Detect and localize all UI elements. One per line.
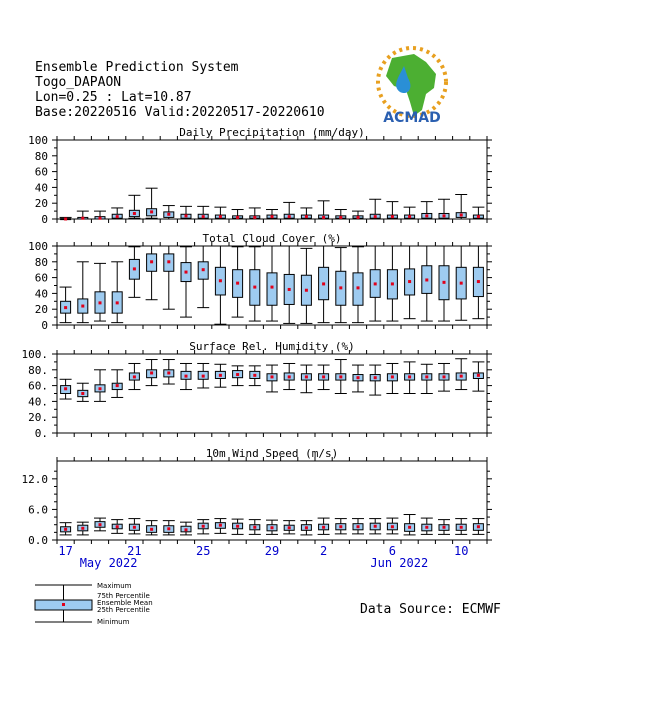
box-3-21 (421, 518, 433, 534)
mean-marker (305, 375, 308, 378)
data-source: Data Source: ECMWF (360, 602, 501, 617)
box-3-4 (128, 519, 140, 534)
mean-marker (305, 526, 308, 529)
box-1-11 (249, 247, 261, 321)
mean-marker (116, 215, 119, 218)
mean-marker (236, 282, 239, 285)
mean-marker (477, 525, 480, 528)
box-2-22 (438, 363, 450, 391)
box-3-20 (404, 515, 416, 535)
box-1-12 (266, 246, 278, 321)
mean-marker (443, 214, 446, 217)
box-2-18 (369, 365, 381, 395)
box-1-16 (335, 248, 347, 323)
mean-marker (167, 260, 170, 263)
mean-marker (339, 525, 342, 528)
mean-marker (81, 392, 84, 395)
mean-marker (271, 215, 274, 218)
y-tick-label: 60 (34, 271, 48, 285)
box-3-16 (335, 519, 347, 534)
box-3-18 (369, 519, 381, 534)
box-2-16 (335, 360, 347, 394)
mean-marker (167, 371, 170, 374)
mean-marker (322, 375, 325, 378)
mean-marker (391, 525, 394, 528)
box-0-8 (197, 206, 209, 219)
mean-marker (408, 526, 411, 529)
box-1-24 (472, 246, 484, 319)
mean-marker (425, 214, 428, 217)
mean-marker (271, 286, 274, 289)
box-3-2 (94, 518, 106, 531)
mean-marker (357, 376, 360, 379)
coordinates: Lon=0.25 : Lat=10.87 (35, 90, 192, 105)
mean-marker (322, 216, 325, 219)
mean-marker (443, 375, 446, 378)
box-3-24 (472, 519, 484, 535)
box-0-15 (318, 201, 330, 219)
mean-marker (253, 286, 256, 289)
mean-marker (253, 526, 256, 529)
box-0-20 (404, 207, 416, 219)
box-3-1 (77, 522, 89, 535)
mean-marker (339, 375, 342, 378)
box-0-9 (214, 207, 226, 219)
mean-marker (477, 280, 480, 283)
x-day-label: 6 (388, 544, 397, 558)
mean-marker (150, 210, 153, 213)
box-0-4 (128, 195, 140, 218)
box-2-17 (352, 365, 364, 392)
box-2-9 (214, 364, 226, 387)
panel-title: Daily Precipitation (mm/day) (179, 126, 365, 139)
mean-marker (99, 217, 102, 220)
box-2-20 (404, 362, 416, 394)
y-tick-label: 100 (28, 134, 48, 147)
x-month-label: May 2022 (79, 556, 138, 570)
mean-marker (236, 216, 239, 219)
logo-africa-map (386, 54, 436, 116)
mean-marker (391, 215, 394, 218)
y-tick-label: 40 (34, 181, 48, 195)
panel-frame-0 (57, 140, 487, 219)
y-tick-label: 60. (28, 379, 48, 393)
y-tick-label: 80. (28, 363, 48, 377)
box-0-21 (421, 202, 433, 219)
box-3-10 (232, 519, 244, 534)
box-2-23 (455, 359, 467, 390)
mean-marker (253, 374, 256, 377)
mean-marker (150, 260, 153, 263)
box-1-0 (60, 287, 72, 323)
mean-marker (357, 216, 360, 219)
box-0-17 (352, 211, 364, 219)
y-tick-label: 80 (34, 149, 48, 163)
mean-marker (288, 375, 291, 378)
legend-mean-label: Ensemble Mean (97, 599, 153, 607)
mean-marker (357, 525, 360, 528)
mean-marker (133, 267, 136, 270)
box-2-1 (77, 383, 89, 401)
mean-marker (202, 525, 205, 528)
x-day-label: 21 (127, 544, 142, 558)
box-0-5 (146, 188, 158, 218)
mean-marker (271, 375, 274, 378)
mean-marker (374, 376, 377, 379)
mean-marker (460, 214, 463, 217)
box-0-16 (335, 210, 347, 219)
box-0-1 (77, 211, 89, 220)
mean-marker (408, 280, 411, 283)
mean-marker (443, 281, 446, 284)
mean-marker (477, 374, 480, 377)
y-tick-label: 6.0 (28, 503, 48, 517)
box-1-1 (77, 262, 89, 323)
y-tick-label: 0. (34, 427, 48, 440)
box-0-2 (94, 211, 106, 220)
mean-marker (460, 282, 463, 285)
box-2-14 (300, 365, 312, 393)
box-1-15 (318, 246, 330, 323)
mean-marker (374, 525, 377, 528)
panel-title: Surface Rel. Humidity (%) (189, 340, 355, 353)
box-2-6 (163, 360, 175, 384)
box-0-0 (60, 217, 72, 220)
mean-marker (64, 387, 67, 390)
box-1-18 (369, 246, 381, 321)
box-1-23 (455, 246, 467, 320)
mean-marker (391, 282, 394, 285)
panel-title: 10m Wind Speed (m/s) (205, 447, 339, 460)
mean-marker (116, 301, 119, 304)
mean-marker (236, 373, 239, 376)
box-2-5 (146, 360, 158, 386)
box-0-12 (266, 210, 278, 219)
box-1-13 (283, 246, 295, 323)
box-0-11 (249, 208, 261, 219)
box-3-0 (60, 523, 72, 535)
legend-mean-marker (62, 603, 65, 606)
mean-marker (391, 375, 394, 378)
box-0-13 (283, 202, 295, 219)
mean-marker (116, 525, 119, 528)
station-name: Togo_DAPAON (35, 75, 122, 90)
box-0-22 (438, 199, 450, 219)
box-1-5 (146, 246, 158, 300)
mean-marker (167, 527, 170, 530)
box-0-23 (455, 195, 467, 219)
box-2-8 (197, 363, 209, 387)
x-day-label: 17 (58, 544, 73, 558)
box-1-20 (404, 246, 416, 319)
box-1-6 (163, 246, 175, 309)
box-1-2 (94, 263, 106, 321)
box-3-17 (352, 519, 364, 534)
mean-marker (81, 527, 84, 530)
mean-marker (116, 384, 119, 387)
y-tick-label: 40 (34, 287, 48, 301)
mean-marker (374, 282, 377, 285)
box-0-10 (232, 210, 244, 219)
mean-marker (219, 524, 222, 527)
mean-marker (81, 305, 84, 308)
x-day-label: 29 (264, 544, 280, 558)
mean-marker (322, 526, 325, 529)
mean-marker (219, 279, 222, 282)
box-1-9 (214, 246, 226, 324)
box-2-21 (421, 364, 433, 393)
mean-marker (374, 215, 377, 218)
mean-marker (133, 212, 136, 215)
box-1-14 (300, 248, 312, 323)
box-0-6 (163, 206, 175, 219)
mean-marker (339, 216, 342, 219)
logo-text: ACMAD (383, 110, 441, 126)
mean-marker (253, 216, 256, 219)
legend-p75-label: 75th Percentile (97, 592, 150, 600)
panel-title: Total Cloud Cover (%) (202, 232, 342, 245)
x-day-label: 2 (319, 544, 328, 558)
mean-marker (99, 523, 102, 526)
mean-marker (150, 528, 153, 531)
box-3-14 (300, 521, 312, 535)
box-0-14 (300, 208, 312, 219)
mean-marker (443, 526, 446, 529)
y-tick-label: 0 (41, 319, 48, 332)
box-3-15 (318, 518, 330, 534)
iqr-box (267, 273, 277, 305)
box-1-21 (421, 246, 433, 321)
box-0-3 (111, 208, 123, 219)
box-3-19 (386, 518, 398, 534)
box-3-13 (283, 521, 295, 534)
mean-marker (305, 289, 308, 292)
mean-marker (288, 526, 291, 529)
mean-marker (133, 375, 136, 378)
mean-marker (322, 282, 325, 285)
box-2-19 (386, 363, 398, 393)
box-2-3 (111, 370, 123, 398)
mean-marker (133, 526, 136, 529)
box-1-8 (197, 246, 209, 308)
box-2-12 (266, 365, 278, 392)
y-tick-label: 100 (28, 240, 48, 253)
x-day-label: 10 (453, 544, 469, 558)
box-2-24 (472, 362, 484, 391)
mean-marker (185, 214, 188, 217)
y-tick-label: 20 (34, 303, 48, 317)
mean-marker (236, 525, 239, 528)
mean-marker (185, 528, 188, 531)
y-tick-label: 12.0 (21, 472, 48, 486)
box-3-5 (146, 521, 158, 535)
y-tick-label: 0.0 (28, 534, 48, 547)
box-0-7 (180, 206, 192, 219)
mean-marker (64, 306, 67, 309)
y-tick-label: 0 (41, 213, 48, 226)
mean-marker (288, 215, 291, 218)
mean-marker (408, 215, 411, 218)
box-3-23 (455, 519, 467, 535)
box-2-2 (94, 370, 106, 402)
box-3-12 (266, 520, 278, 534)
box-3-9 (214, 519, 226, 534)
mean-marker (477, 215, 480, 218)
legend-max-label: Maximum (97, 582, 132, 590)
mean-marker (339, 286, 342, 289)
mean-marker (408, 375, 411, 378)
y-tick-label: 100. (21, 348, 48, 361)
x-month-label: Jun 2022 (370, 556, 429, 570)
y-tick-label: 80 (34, 255, 48, 269)
mean-marker (64, 218, 67, 221)
box-1-4 (128, 247, 140, 298)
mean-marker (460, 526, 463, 529)
mean-marker (271, 526, 274, 529)
box-3-8 (197, 520, 209, 534)
y-tick-label: 20 (34, 197, 48, 211)
mean-marker (288, 288, 291, 291)
box-3-7 (180, 522, 192, 535)
mean-marker (202, 215, 205, 218)
box-1-17 (352, 247, 364, 323)
mean-marker (150, 371, 153, 374)
mean-marker (99, 301, 102, 304)
mean-marker (99, 387, 102, 390)
box-2-4 (128, 363, 140, 389)
mean-marker (167, 213, 170, 216)
mean-marker (202, 375, 205, 378)
legend-p25-label: 25th Percentile (97, 606, 150, 614)
box-2-13 (283, 363, 295, 389)
mean-marker (305, 215, 308, 218)
y-tick-label: 60 (34, 165, 48, 179)
mean-marker (425, 278, 428, 281)
box-0-24 (472, 207, 484, 219)
acmad-logo (378, 48, 446, 126)
mean-marker (219, 374, 222, 377)
mean-marker (460, 375, 463, 378)
box-1-10 (232, 247, 244, 317)
box-2-15 (318, 365, 330, 389)
legend (35, 582, 153, 626)
box-1-19 (386, 246, 398, 321)
mean-marker (202, 268, 205, 271)
box-2-7 (180, 363, 192, 389)
base-valid-dates: Base:20220516 Valid:20220517-20220610 (35, 105, 325, 120)
mean-marker (425, 526, 428, 529)
box-3-3 (111, 520, 123, 534)
system-title: Ensemble Prediction System (35, 60, 239, 75)
box-2-10 (232, 366, 244, 386)
box-3-22 (438, 520, 450, 535)
y-tick-label: 20. (28, 411, 48, 425)
box-1-22 (438, 246, 450, 321)
y-tick-label: 40. (28, 395, 48, 409)
mean-marker (185, 271, 188, 274)
mean-marker (357, 286, 360, 289)
x-day-label: 25 (195, 544, 211, 558)
box-1-3 (111, 262, 123, 323)
box-2-0 (60, 379, 72, 399)
box-3-11 (249, 520, 261, 535)
box-3-6 (163, 521, 175, 535)
mean-marker (219, 215, 222, 218)
mean-marker (64, 528, 67, 531)
box-0-19 (386, 202, 398, 219)
box-1-7 (180, 247, 192, 317)
mean-marker (81, 217, 84, 220)
box-0-18 (369, 199, 381, 219)
mean-marker (425, 375, 428, 378)
box-2-11 (249, 366, 261, 386)
legend-min-label: Minimum (97, 618, 130, 626)
mean-marker (185, 375, 188, 378)
